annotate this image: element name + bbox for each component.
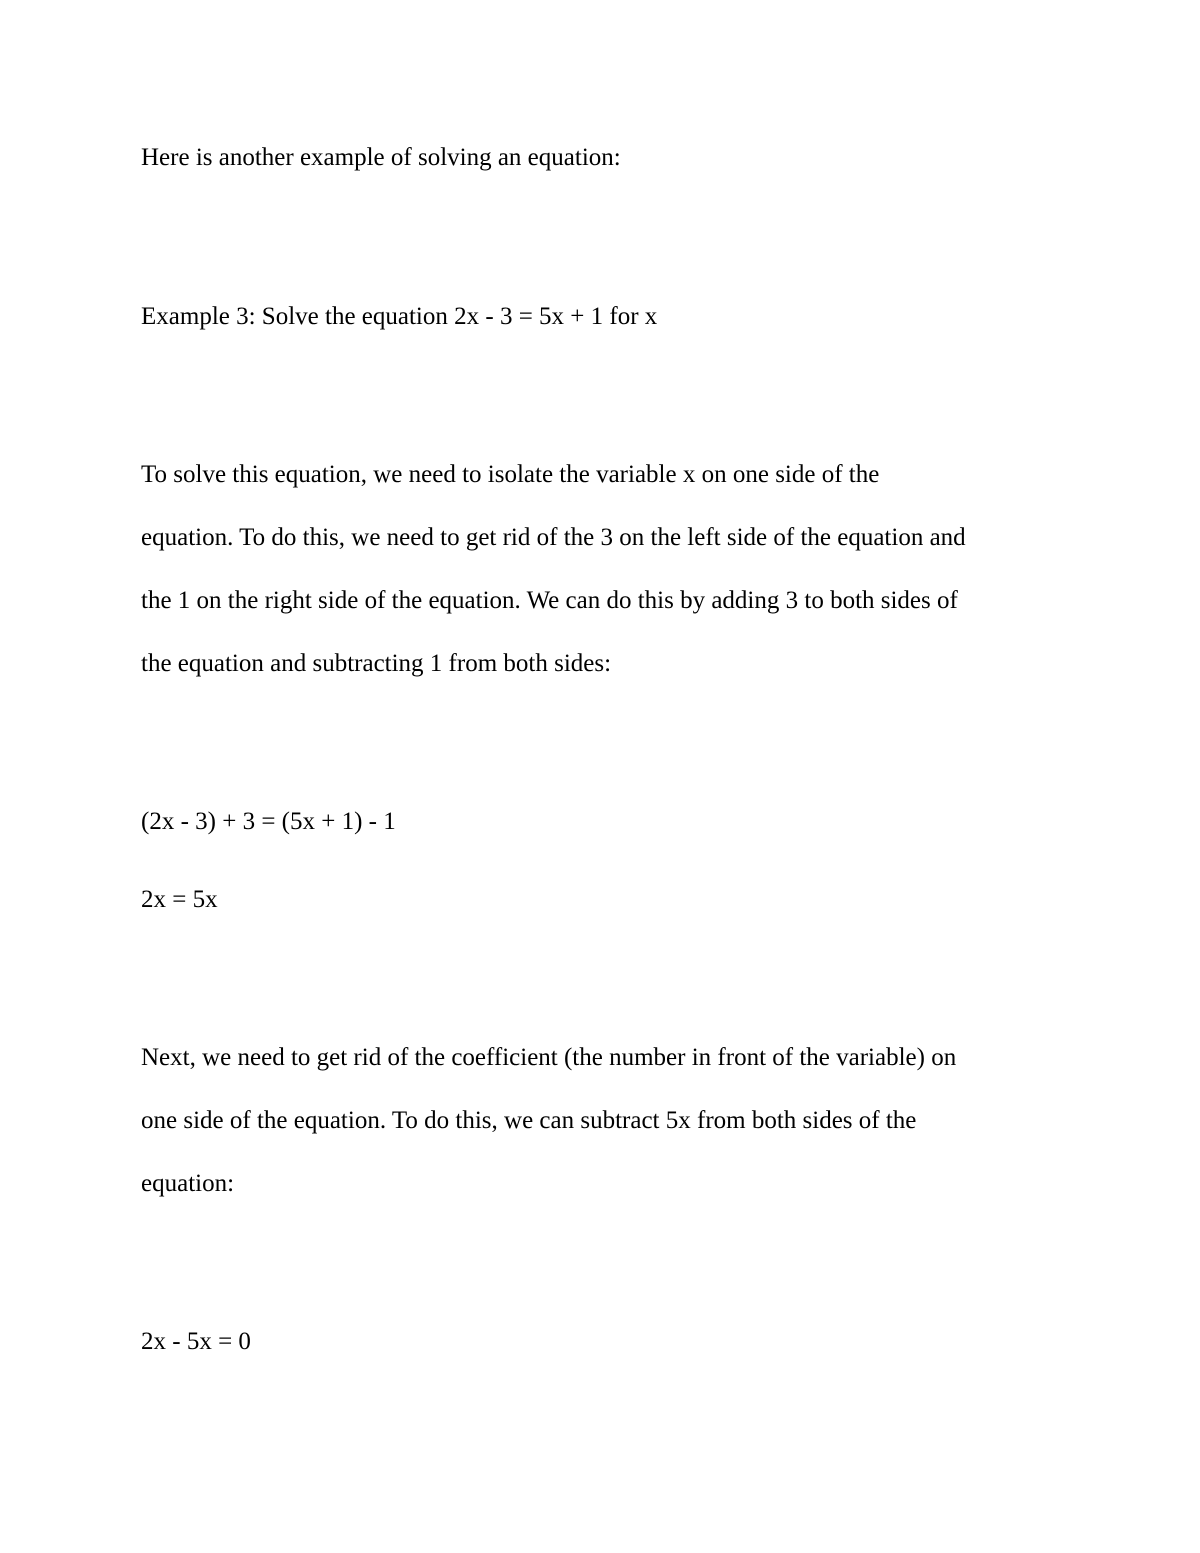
paragraph-line: To solve this equation, we need to isolate the variable x on one side of the xyxy=(141,461,880,488)
paragraph-line: Next, we need to get rid of the coefficient (the number in front of the variable) on xyxy=(141,1044,957,1071)
intro-text: Here is another example of solving an equation: xyxy=(141,144,621,171)
equation-line: 2x = 5x xyxy=(141,886,218,913)
paragraph-line: equation: xyxy=(141,1170,235,1197)
paragraph-line: the 1 on the right side of the equation. We can do this by adding 3 to both sides of xyxy=(141,587,958,614)
example-heading: Example 3: Solve the equation 2x - 3 = 5x + 1 for x xyxy=(141,303,658,330)
equation-line: (2x - 3) + 3 = (5x + 1) - 1 xyxy=(141,808,396,835)
paragraph-line: equation. To do this, we need to get rid of the 3 on the left side of the equation and xyxy=(141,524,966,551)
equation-line: 2x - 5x = 0 xyxy=(141,1328,251,1355)
paragraph-line: the equation and subtracting 1 from both sides: xyxy=(141,650,612,677)
paragraph-line: one side of the equation. To do this, we can subtract 5x from both sides of the xyxy=(141,1107,917,1134)
